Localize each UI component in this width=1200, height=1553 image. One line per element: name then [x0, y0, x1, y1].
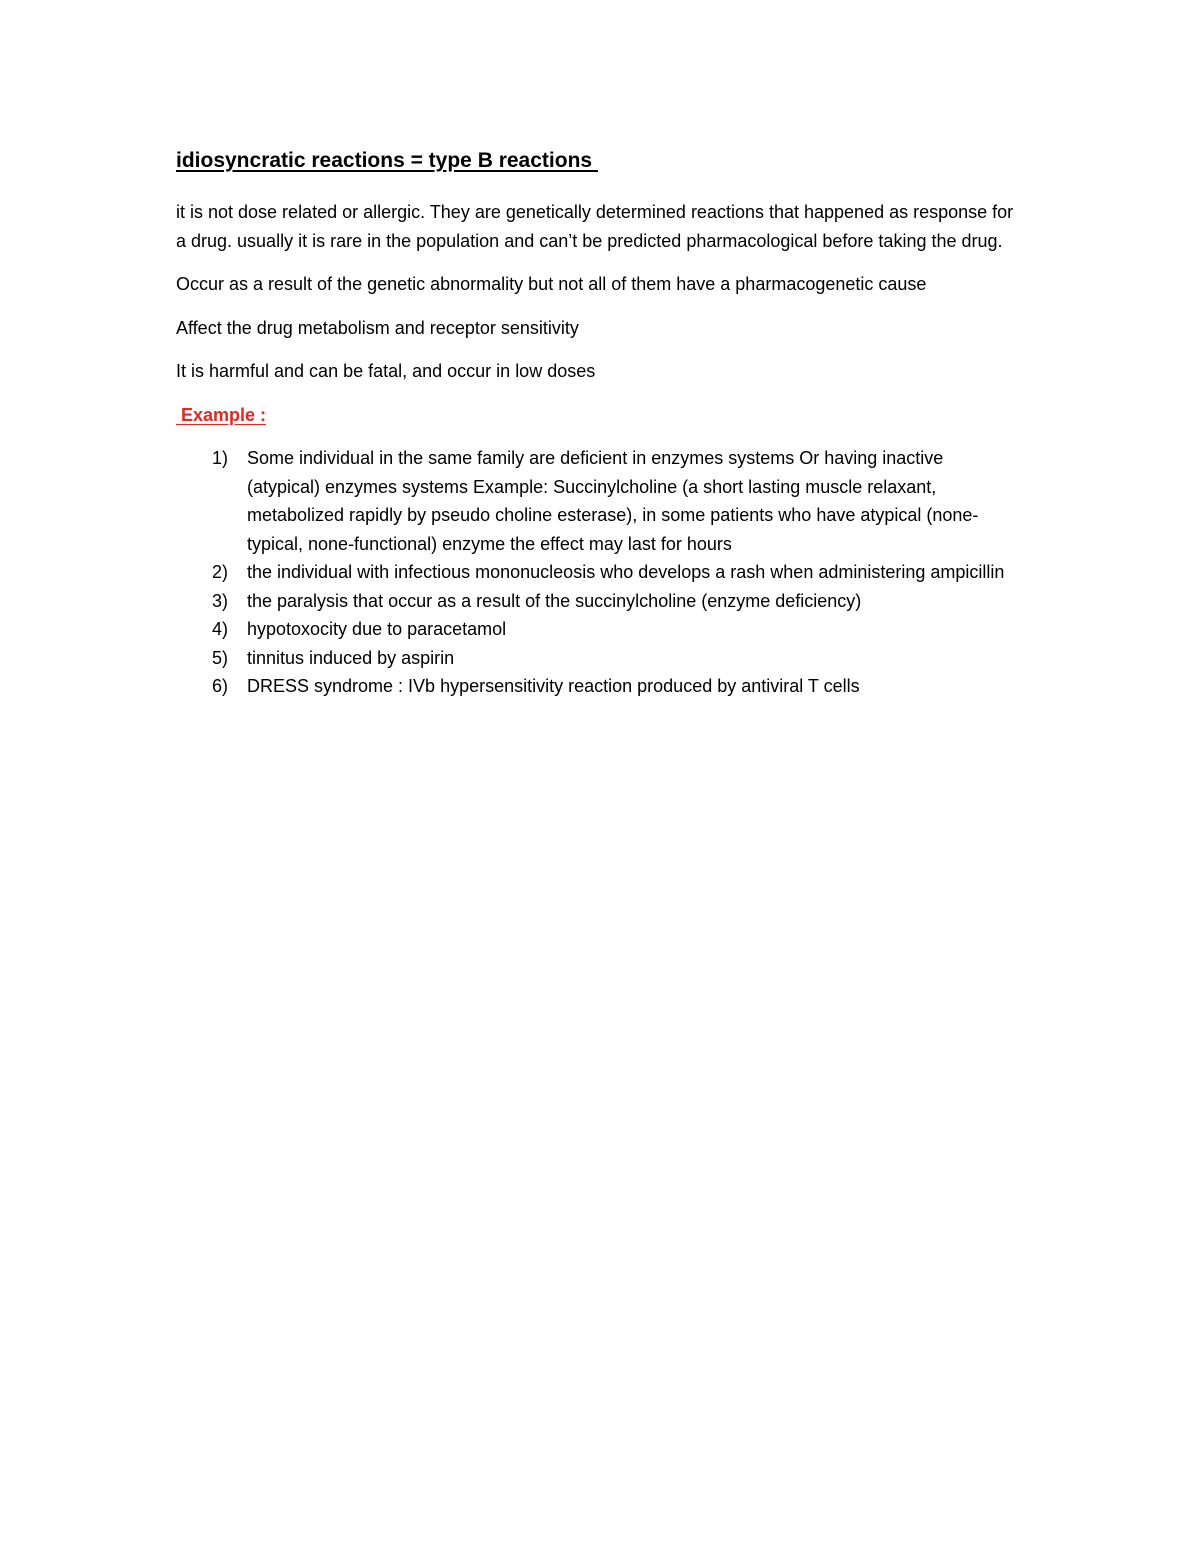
- paragraph-harm: It is harmful and can be fatal, and occur in low doses: [176, 361, 596, 381]
- list-item-text: Some individual in the same family are deficient in enzymes systems Or having inactive (atypical) enzymes systems Example: Succinylcholine (a short lasting muscle relaxant, metabolized rapidly by pseudo choline esterase), in some patients who have atypical (none-typical, none-functional) enzyme the effect may last for hours: [247, 448, 979, 554]
- list-item-number: 6): [212, 676, 229, 696]
- document-title: idiosyncratic reactions = type B reactions: [176, 149, 598, 172]
- list-item-text: hypotoxocity due to paracetamol: [247, 619, 507, 639]
- list-item-number: 5): [212, 647, 229, 668]
- list-item: [176, 644, 1016, 673]
- list-item-text: the paralysis that occur as a result of the succinylcholine (enzyme deficiency): [247, 590, 862, 611]
- list-item-number: 2): [212, 562, 229, 582]
- example-list: [176, 444, 1016, 701]
- paragraph-genetic-cause: Occur as a result of the genetic abnormality but not all of them have a pharmacogenetic cause: [176, 274, 927, 294]
- example-heading: Example :: [176, 404, 267, 425]
- list-item-text: DRESS syndrome : IVb hypersensitivity reaction produced by antiviral T cells: [247, 676, 860, 696]
- list-item: [176, 587, 1016, 616]
- list-item-number: 1): [212, 448, 229, 468]
- paragraph-metabolism: Affect the drug metabolism and receptor sensitivity: [176, 317, 579, 338]
- list-item: [176, 672, 1016, 701]
- list-item-number: 4): [212, 619, 229, 639]
- paragraph-definition: it is not dose related or allergic. They are genetically determined reactions that happened as response for a drug. usually it is rare in the population and can’t be predicted pharmacological before taking the drug.: [176, 202, 1014, 251]
- list-item-text: tinnitus induced by aspirin: [247, 647, 455, 668]
- list-item: [176, 615, 1016, 644]
- list-item: [176, 558, 1016, 587]
- list-item: [176, 444, 1016, 558]
- list-item-text: the individual with infectious mononucleosis who develops a rash when administering ampicillin: [247, 562, 1005, 582]
- list-item-number: 3): [212, 590, 229, 611]
- document-body: [176, 146, 1016, 701]
